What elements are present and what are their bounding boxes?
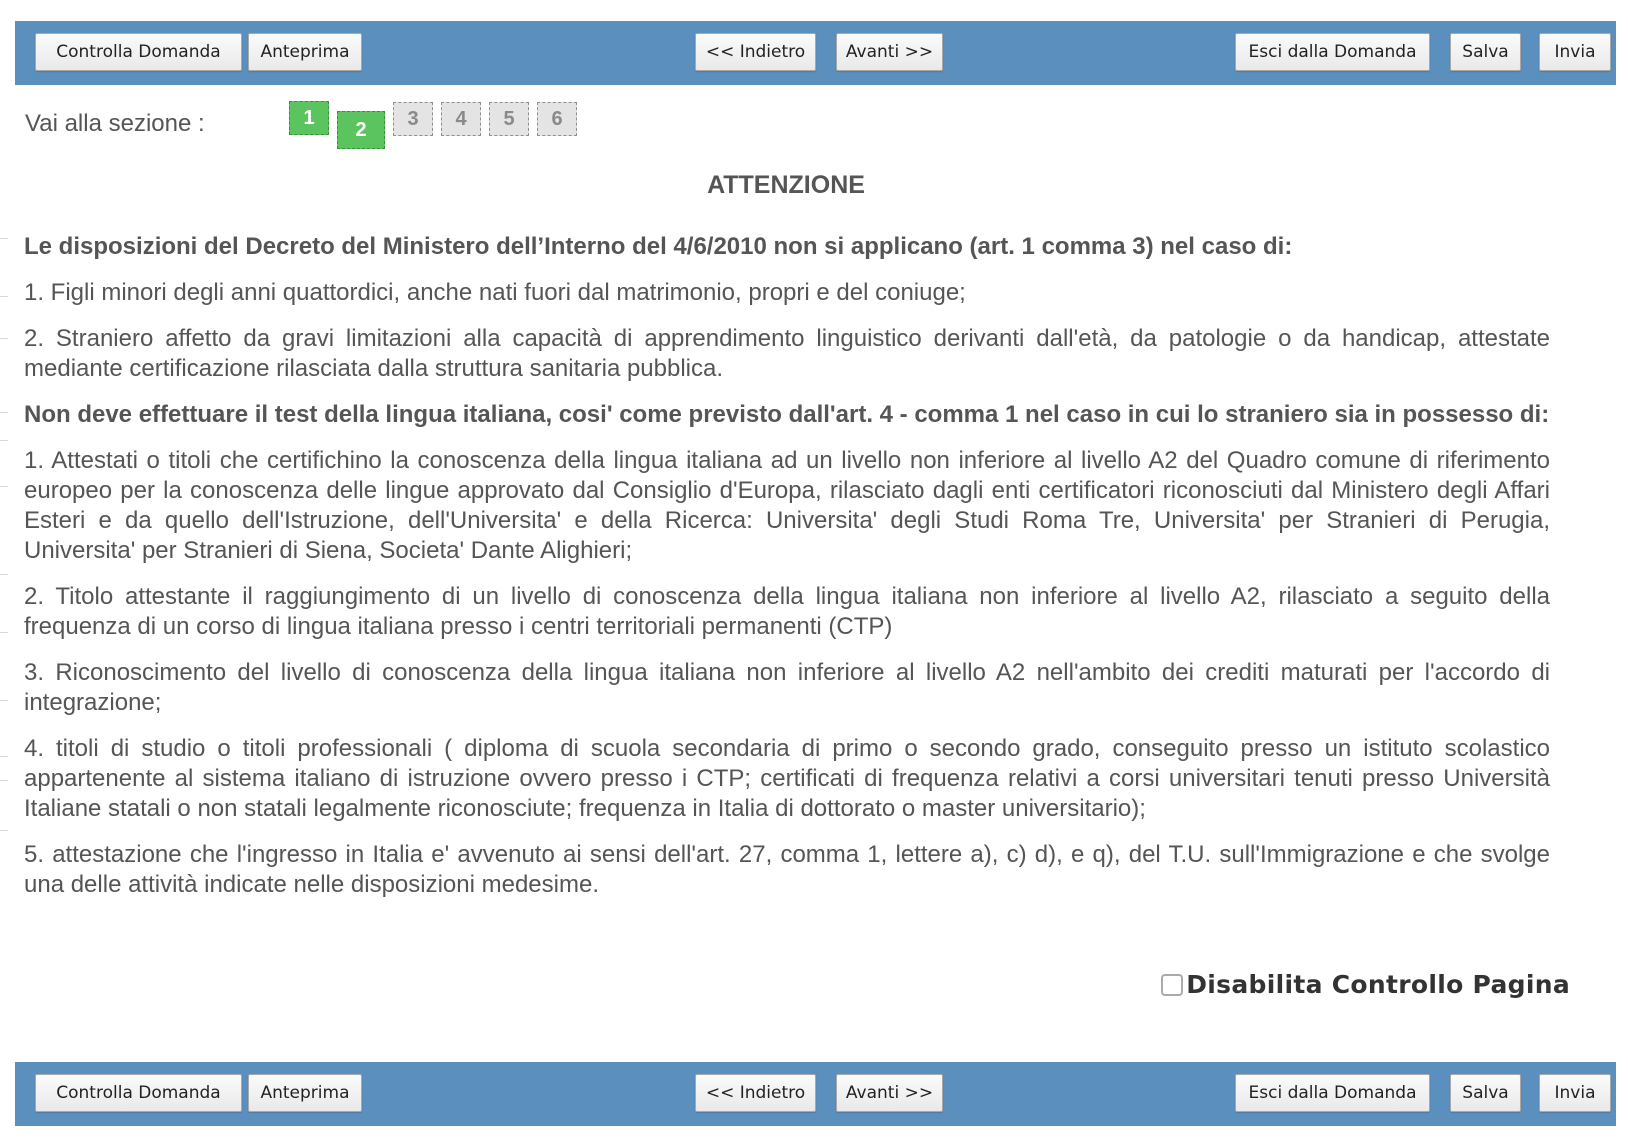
avanti-button[interactable]: Avanti >> <box>836 33 943 71</box>
test-exemption-item-3: 3. Riconoscimento del livello di conoscenza della lingua italiana non inferiore al livello A2 nell'ambito dei crediti maturati per l'accordo di integrazione; <box>24 659 1550 716</box>
disabilita-checkbox[interactable] <box>1161 974 1183 996</box>
salva-button[interactable]: Salva <box>1450 33 1521 71</box>
salva-button[interactable]: Salva <box>1450 1074 1521 1112</box>
section-1-button[interactable]: 1 <box>289 101 329 135</box>
test-exemption-item-4: 4. titoli di studio o titoli professionali ( diploma di scuola secondaria di primo o secondo grado, conseguito presso un istituto scolastico appartenente al sistema italiano di istruzione ovvero presso i CTP; certificati di frequenza relativi a corsi universitari tenuti presso Università Italiane statali o non statali legalmente riconosciute; frequenza in Italia di dottorato o master universitario); <box>24 735 1550 822</box>
info-content <box>24 232 1550 916</box>
esci-domanda-button[interactable]: Esci dalla Domanda <box>1235 33 1430 71</box>
exemption-item-2: 2. Straniero affetto da gravi limitazioni alla capacità di apprendimento linguistico derivanti dall'età, da patologie o da handicap, attestate mediante certificazione rilasciata dalla struttura sanitaria pubblica. <box>24 325 1550 382</box>
avanti-button[interactable]: Avanti >> <box>836 1074 943 1112</box>
vai-alla-sezione-label: Vai alla sezione : <box>25 110 205 137</box>
disabilita-controllo-pagina[interactable] <box>1161 970 1570 999</box>
top-toolbar <box>15 21 1616 85</box>
invia-button[interactable]: Invia <box>1539 33 1611 71</box>
section-6-button[interactable]: 6 <box>537 102 577 136</box>
exemption-heading: Le disposizioni del Decreto del Ministero dell’Interno del 4/6/2010 non si applicano (art. 1 comma 3) nel caso di: <box>24 233 1293 260</box>
section-3-button[interactable]: 3 <box>393 102 433 136</box>
invia-button[interactable]: Invia <box>1539 1074 1611 1112</box>
section-4-button[interactable]: 4 <box>441 102 481 136</box>
section-5-button[interactable]: 5 <box>489 102 529 136</box>
controlla-domanda-button[interactable]: Controlla Domanda <box>35 1074 242 1112</box>
section-2-button[interactable]: 2 <box>337 111 385 149</box>
test-exemption-item-1: 1. Attestati o titoli che certifichino la conoscenza della lingua italiana ad un livello non inferiore al livello A2 del Quadro comune di riferimento europeo per la conoscenza delle lingue approvato dal Consiglio d'Europa, rilasciato dagli enti certificatori riconosciuti dal Ministero degli Affari Esteri e da quello dell'Istruzione, dell'Universita' e della Ricerca: Universita' degli Studi Roma Tre, Universita' per Stranieri di Perugia, Universita' per Stranieri di Siena, Societa' Dante Alighieri; <box>24 447 1550 564</box>
indietro-button[interactable]: << Indietro <box>695 33 816 71</box>
test-exemption-heading: Non deve effettuare il test della lingua italiana, cosi' come previsto dall'art. 4 - comma 1 nel caso in cui lo straniero sia in possesso di: <box>24 401 1550 428</box>
anteprima-button[interactable]: Anteprima <box>248 33 362 71</box>
test-exemption-item-2: 2. Titolo attestante il raggiungimento di un livello di conoscenza della lingua italiana non inferiore al livello A2, rilasciato a seguito della frequenza di un corso di lingua italiana presso i centri territoriali permanenti (CTP) <box>24 583 1550 640</box>
test-exemption-item-5: 5. attestazione che l'ingresso in Italia e' avvenuto ai sensi dell'art. 27, comma 1, lettere a), c) d), e q), del T.U. sull'Immigrazione e che svolge una delle attività indicate nelle disposizioni medesime. <box>24 841 1550 898</box>
exemption-item-1: 1. Figli minori degli anni quattordici, anche nati fuori dal matrimonio, propri e del coniuge; <box>24 279 966 306</box>
disabilita-label: Disabilita Controllo Pagina <box>1186 970 1570 999</box>
controlla-domanda-button[interactable]: Controlla Domanda <box>35 33 242 71</box>
bottom-toolbar <box>15 1062 1616 1126</box>
indietro-button[interactable]: << Indietro <box>695 1074 816 1112</box>
page-title: ATTENZIONE <box>707 171 865 199</box>
anteprima-button[interactable]: Anteprima <box>248 1074 362 1112</box>
esci-domanda-button[interactable]: Esci dalla Domanda <box>1235 1074 1430 1112</box>
